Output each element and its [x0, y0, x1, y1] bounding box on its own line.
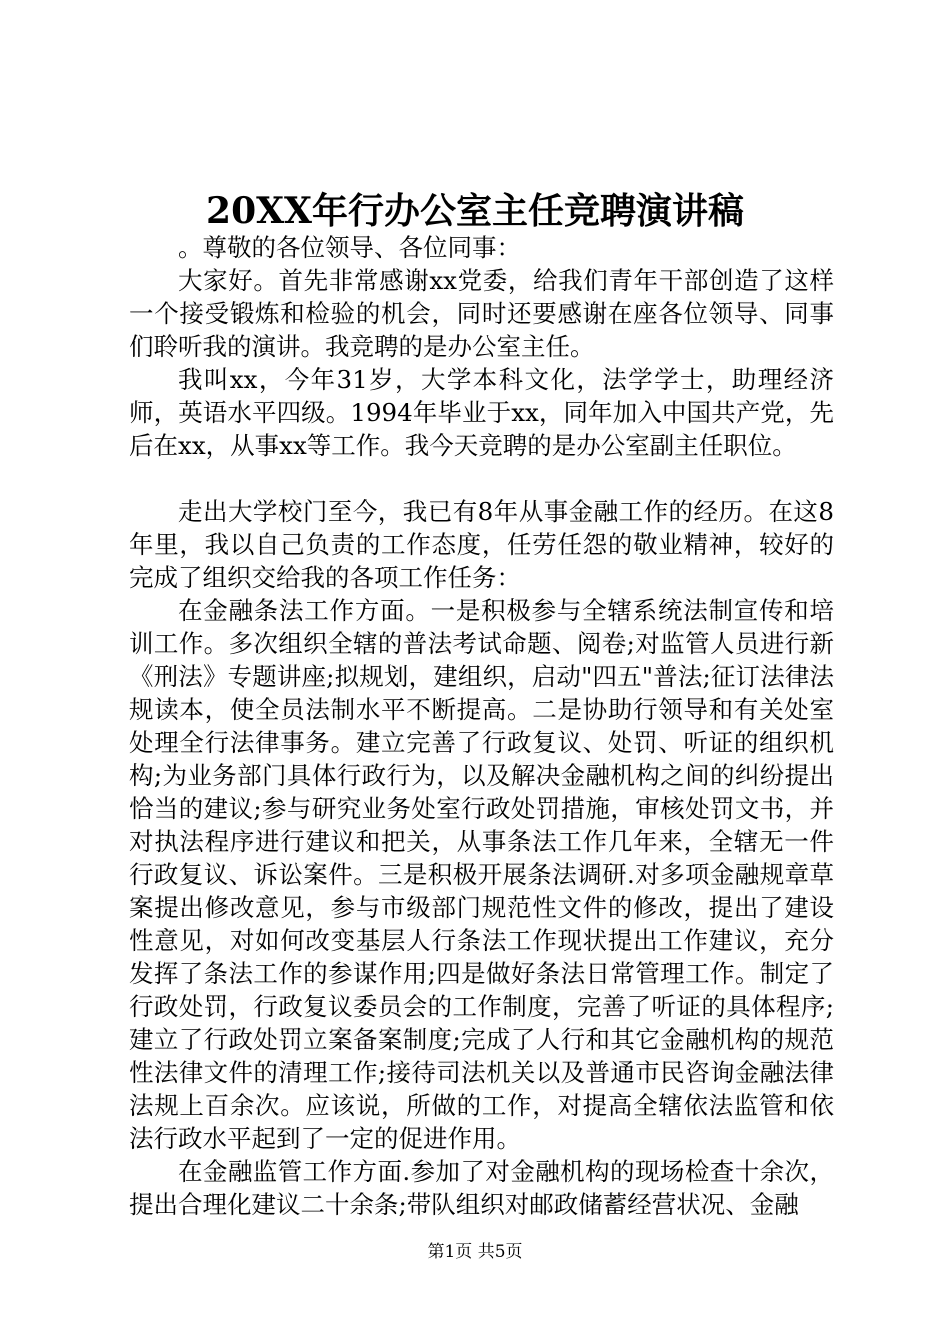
document-title: 20XX年行办公室主任竞聘演讲稿 [206, 190, 744, 232]
paragraph-experience: 走出大学校门至今，我已有8年从事金融工作的经历。在这8年里，我以自己负责的工作态度，任劳任怨的敬业精神，较好的完成了组织交给我的各项工作任务： [129, 497, 834, 592]
paragraph-salutation: 。尊敬的各位领导、各位同事： [178, 233, 521, 262]
paragraph-greeting: 大家好。首先非常感谢xx党委，给我们青年干部创造了这样一个接受锻炼和检验的机会，同时还要感谢在座各位领导、同事们聆听我的演讲。我竞聘的是办公室主任。 [129, 266, 834, 361]
paragraph-introduction: 我叫xx，今年31岁，大学本科文化，法学学士，助理经济师，英语水平四级。1994年毕业于xx，同年加入中国共产党，先后在xx，从事xx等工作。我今天竞聘的是办公室副主任职位。 [129, 365, 834, 460]
document-body [129, 231, 834, 1221]
paragraph-supervision-work: 在金融监管工作方面.参加了对金融机构的现场检查十余次，提出合理化建议二十余条;带队组织对邮政储蓄经营状况、金融 [129, 1157, 834, 1219]
paragraph-legal-work: 在金融条法工作方面。一是积极参与全辖系统法制宣传和培训工作。多次组织全辖的普法考试命题、阅卷;对监管人员进行新《刑法》专题讲座;拟规划，建组织，启动"四五"普法;征订法律法规读本，使全员法制水平不断提高。二是协助行领导和有关处室处理全行法律事务。建立完善了行政复议、处罚、听证的组织机构;为业务部门具体行政行为，以及解决金融机构之间的纠纷提出恰当的建议;参与研究业务处室行政处罚措施，审核处罚文书，并对执法程序进行建议和把关，从事条法工作几年来，全辖无一件行政复议、诉讼案件。三是积极开展条法调研.对多项金融规章草案提出修改意见，参与市级部门规范性文件的修改，提出了建设性意见，对如何改变基层人行条法工作现状提出工作建议，充分发挥了条法工作的参谋作用;四是做好条法日常管理工作。制定了行政处罚，行政复议委员会的工作制度，完善了听证的具体程序;建立了行政处罚立案备案制度;完成了人行和其它金融机构的规范性法律文件的清理工作;接待司法机关以及普通市民咨询金融法律法规上百余次。应该说，所做的工作，对提高全辖依法监管和依法行政水平起到了一定的促进作用。 [129, 596, 834, 1153]
page-footer: 第1页 共5页 [427, 1242, 523, 1262]
